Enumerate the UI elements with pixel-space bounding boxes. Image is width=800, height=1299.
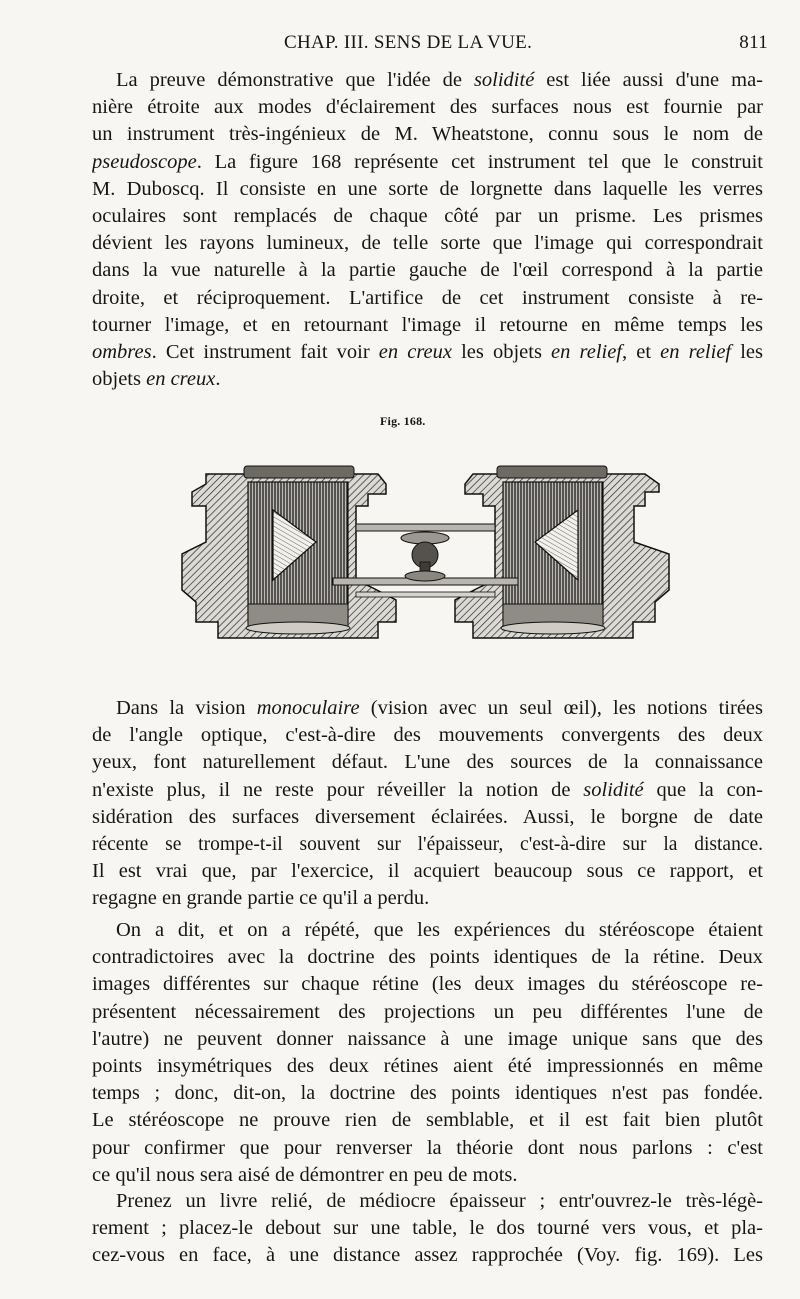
text-line: rement ; placez-le debout sur une table, le dos tourné vers vous, et pla- xyxy=(92,1217,763,1240)
text-line: points insymétriques des deux rétines aient été impressionnés en même xyxy=(92,1054,763,1077)
text-line: temps ; donc, dit-on, la doctrine des points identiques n'est pas fondée. xyxy=(92,1082,763,1105)
chapter-title: CHAP. III. SENS DE LA VUE. xyxy=(284,32,533,53)
text-line: pseudoscope. La figure 168 représente cet instrument tel que le construit xyxy=(92,150,763,173)
text-line: nière étroite aux modes d'éclairement des surfaces nous est fournie par xyxy=(92,96,763,119)
left-eyepiece xyxy=(182,466,396,638)
text-line: présentent nécessairement des projections un peu différentes l'une de xyxy=(92,1000,763,1023)
text-line: Le stéréoscope ne prouve rien de semblable, et il est fait bien plutôt xyxy=(92,1109,763,1132)
running-header xyxy=(92,32,768,60)
text-line: ombres. Cet instrument fait voir en creux les objets en relief, et en relief les xyxy=(92,340,763,363)
text-line: ce qu'il nous sera aisé de démontrer en peu de mots. xyxy=(92,1163,518,1186)
text-line: regagne en grande partie ce qu'il a perdu. xyxy=(92,887,430,910)
text-line: n'existe plus, il ne reste pour réveiller la notion de solidité que la con- xyxy=(92,778,763,801)
text-line: On a dit, et on a répété, que les expériences du stéréoscope étaient xyxy=(116,919,763,941)
text-line: Prenez un livre relié, de médiocre épaisseur ; entr'ouvrez-le très-légè- xyxy=(116,1190,763,1212)
text-line: Il est vrai que, par l'exercice, il acquiert beaucoup sous ce rapport, et xyxy=(92,860,763,883)
text-line: M. Duboscq. Il consiste en une sorte de lorgnette dans laquelle les verres xyxy=(92,177,763,200)
text-line: de l'angle optique, c'est-à-dire des mouvements convergents des deux xyxy=(92,724,763,747)
text-line: dévient les rayons lumineux, de telle sorte que l'image qui correspondrait xyxy=(92,232,763,255)
text-line: objets en creux. xyxy=(92,368,221,391)
figure-caption: Fig. 168. xyxy=(380,414,426,428)
text-line: sidération des surfaces diversement éclairées. Aussi, le borgne de date xyxy=(92,805,763,828)
text-line: pour confirmer que pour renverser la théorie dont nous parlons : c'est xyxy=(92,1136,763,1159)
text-line: un instrument très-ingénieux de M. Wheatstone, connu sous le nom de xyxy=(92,123,763,146)
text-line: contradictoires avec la doctrine des points identiques de la rétine. Deux xyxy=(92,946,763,969)
paragraph-4 xyxy=(92,1188,763,1270)
paragraph-1 xyxy=(92,67,763,393)
text-line: yeux, font naturellement défaut. L'une des sources de la connaissance xyxy=(92,751,763,774)
text-line: La preuve démonstrative que l'idée de solidité est liée aussi d'une ma- xyxy=(116,69,763,91)
text-line: tourner l'image, et en retournant l'image il retourne en même temps les xyxy=(92,313,763,336)
paragraph-2 xyxy=(92,695,763,913)
right-eyepiece xyxy=(455,466,669,638)
pseudoscope-illustration xyxy=(178,462,673,648)
text-line: Dans la vision monoculaire (vision avec un seul œil), les notions tirées xyxy=(116,697,763,719)
paragraph-3 xyxy=(92,917,763,1189)
text-line: images différentes sur chaque rétine (les deux images du stéréoscope re- xyxy=(92,973,763,996)
text-line: récente se trompe-t-il souvent sur l'épaisseur, c'est-à-dire sur la distance. xyxy=(92,833,763,855)
page-number: 811 xyxy=(739,32,768,53)
text-line: cez-vous en face, à une distance assez rapprochée (Voy. fig. 169). Les xyxy=(92,1244,763,1267)
text-line: l'autre) ne peuvent donner naissance à une image unique sans que des xyxy=(92,1027,763,1050)
text-line: dans la vue naturelle à la partie gauche de l'œil correspond à la partie xyxy=(92,259,763,282)
text-line: droite, et réciproquement. L'artifice de cet instrument consiste à re- xyxy=(92,286,763,309)
text-line: oculaires sont remplacés de chaque côté par un prisme. Les prismes xyxy=(92,204,763,227)
